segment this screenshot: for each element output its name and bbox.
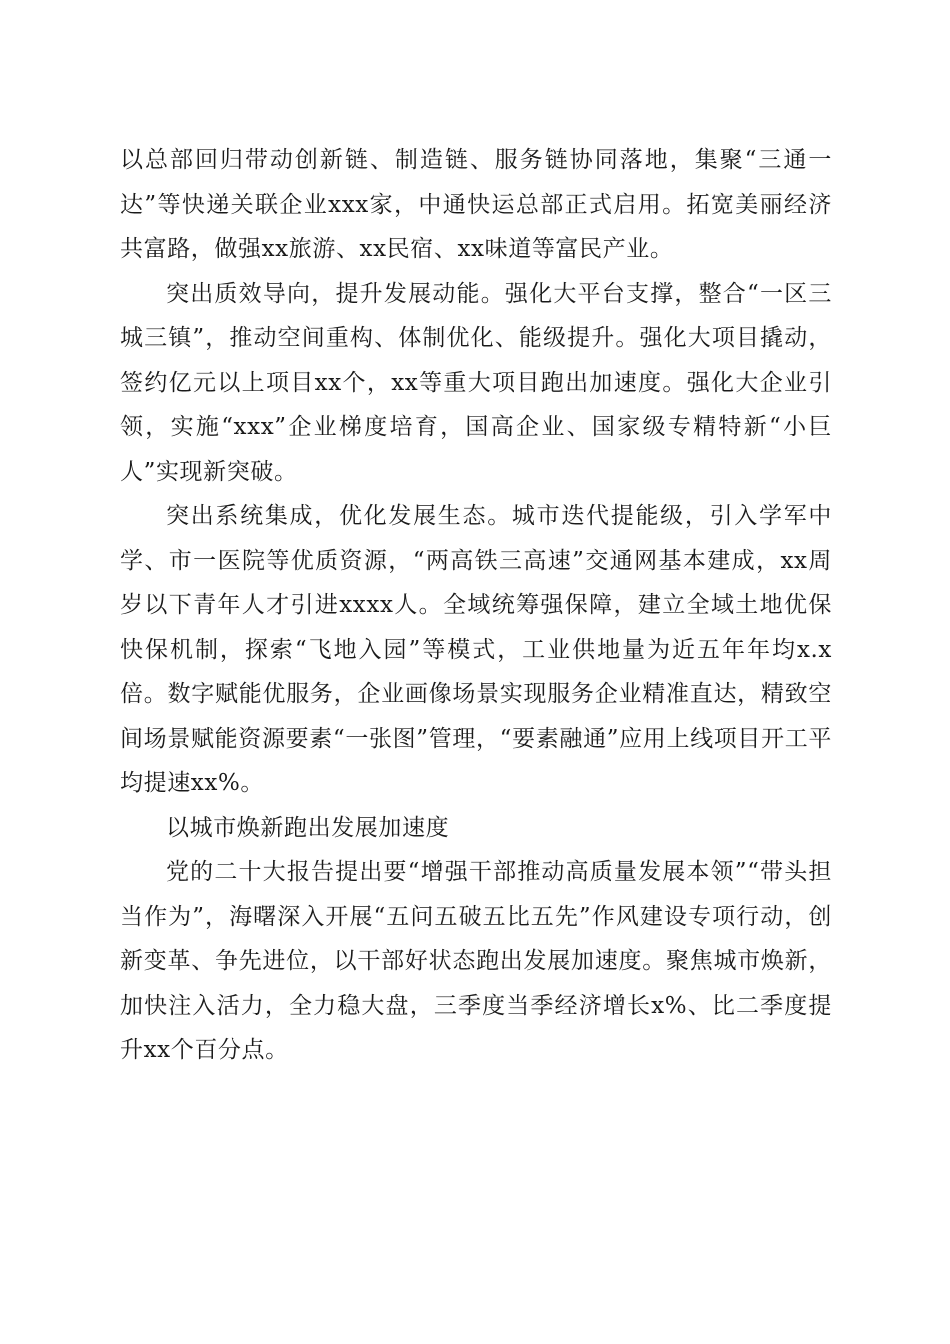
paragraph-2: 突出质效导向，提升发展动能。强化大平台支撑，整合“一区三城三镇”，推动空间重构、体制优化、能级提升。强化大项目撬动，签约亿元以上项目xx个，xx等重大项目跑出加速度。强化大企业引领，实施“xxx”企业梯度培育，国高企业、国家级专精特新“小巨人”实现新突破。 xyxy=(120,280,832,485)
paragraph-5: 党的二十大报告提出要“增强干部推动高质量发展本领”“带头担当作为”，海曙深入开展“五问五破五比五先”作风建设专项行动，创新变革、争先进位，以干部好状态跑出发展加速度。聚焦城市焕新，加快注入活力，全力稳大盘，三季度当季经济增长x%、比二季度提升xx个百分点。 xyxy=(120,859,832,1063)
paragraph-3: 突出系统集成，优化发展生态。城市迭代提能级，引入学军中学、市一医院等优质资源，“两高铁三高速”交通网基本建成，xx周岁以下青年人才引进xxxx人。全域统筹强保障，建立全域土地优保快保机制，探索“飞地入园”等模式，工业供地量为近五年年均x.x倍。数字赋能优服务，企业画像场景实现服务企业精准直达，精致空间场景赋能资源要素“一张图”管理，“要素融通”应用上线项目开工平均提速xx%。 xyxy=(120,503,832,796)
section-heading: 以城市焕新跑出发展加速度 xyxy=(166,814,450,841)
document-body xyxy=(120,138,832,1073)
paragraph-1: 以总部回归带动创新链、制造链、服务链协同落地，集聚“三通一达”等快递关联企业xxx家，中通快运总部正式启用。拓宽美丽经济共富路，做强xx旅游、xx民宿、xx味道等富民产业。 xyxy=(120,147,832,262)
